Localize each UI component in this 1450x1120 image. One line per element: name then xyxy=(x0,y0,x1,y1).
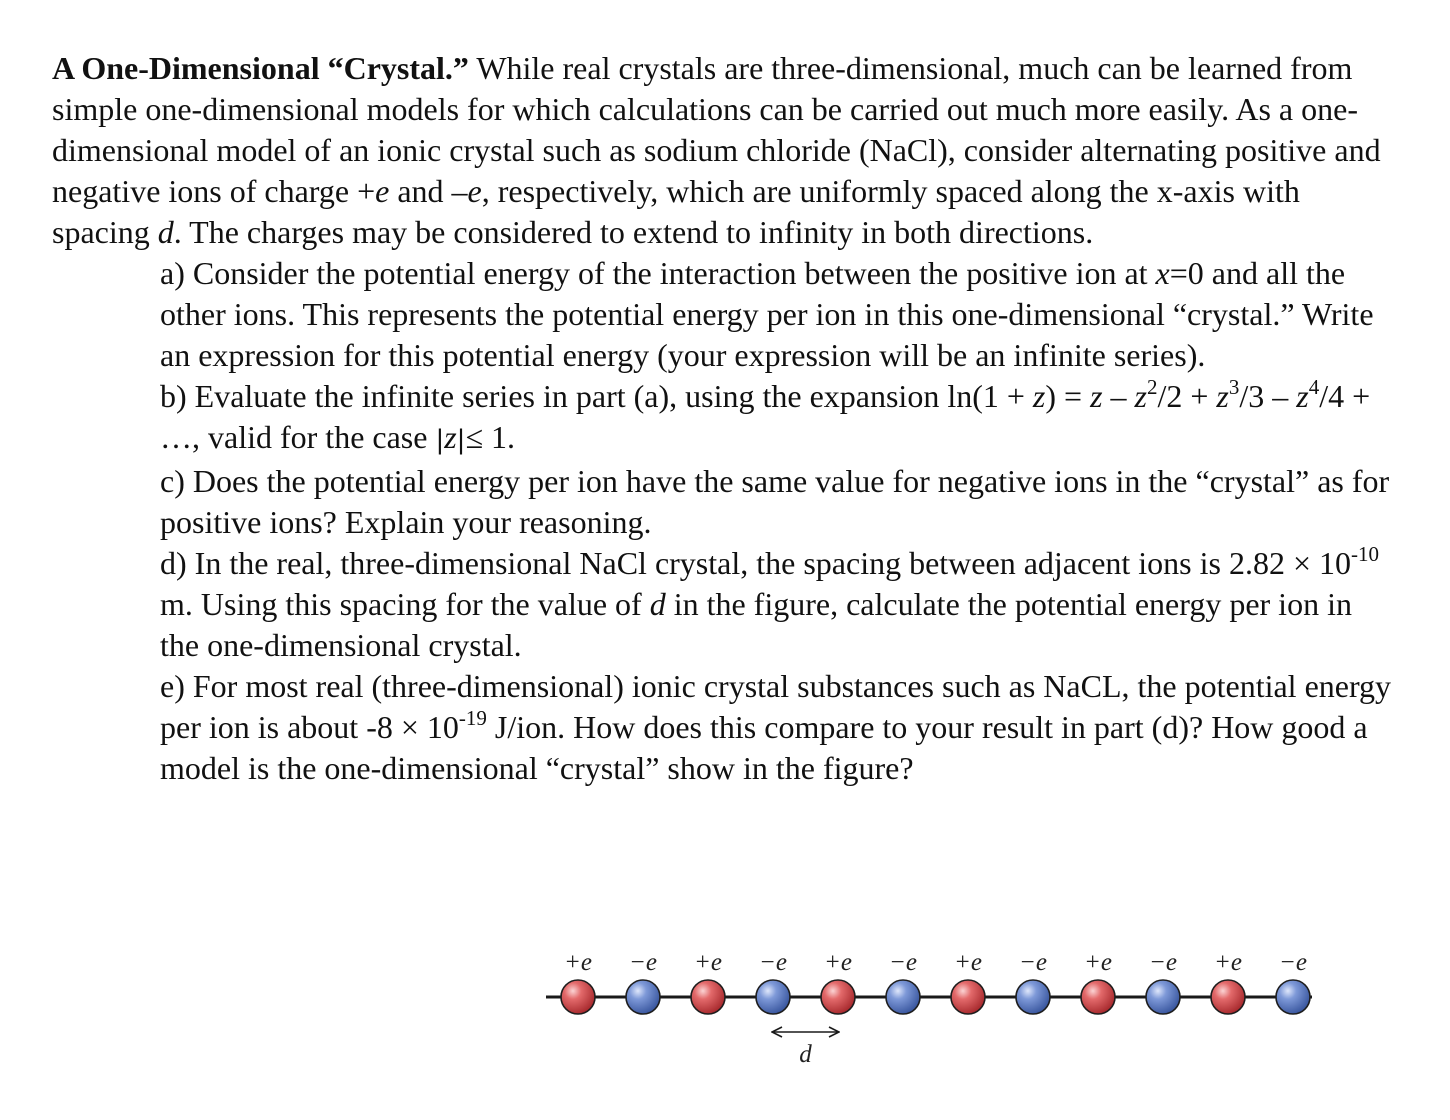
part-e: e) For most real (three-dimensional) ionic crystal substances such as NaCL, the potential energy per ion is about $-8 \times 10^{-19}$ J/ion. How does this compare to your result in part (d)? How good a model is the one-dimensional “crystal” show in the figure? xyxy=(160,668,1392,786)
ion-charge-label: −e xyxy=(1279,949,1307,976)
ion-charge-label: +e xyxy=(694,949,722,976)
positive-ion xyxy=(691,980,725,1014)
intro-text: . The charges may be considered to extend to infinity in both directions. xyxy=(173,214,1094,250)
negative-ion xyxy=(886,980,920,1014)
ion-charge-label: −e xyxy=(1149,949,1177,976)
part-d: d) In the real, three-dimensional NaCl crystal, the spacing between adjacent ions is $2.82 \times 10^{-10}$ m. Using this spacing for the value of d in the figure, calculate the potential energy per ion in the one-dimensional crystal. xyxy=(160,542,1380,663)
positive-ion xyxy=(951,980,985,1014)
ion-chain-diagram xyxy=(540,940,1320,1080)
negative-ion xyxy=(1016,980,1050,1014)
negative-ion xyxy=(1146,980,1180,1014)
intro-text: d xyxy=(157,214,174,250)
intro-text: , respectively, which are uniformly spaced along the x-axis with spacing xyxy=(52,173,1300,250)
problem-text xyxy=(52,48,1392,789)
part-c: c) Does the potential energy per ion have the same value for negative ions in the “crystal” as for positive ions? Explain your reasoning. xyxy=(160,463,1390,540)
intro-text: e xyxy=(375,173,390,209)
part-a: a) Consider the potential energy of the interaction between the positive ion at x=0 and all the other ions. This represents the potential energy per ion in this one-dimensional “crystal.” Write an expression for this potential energy (your expression will be an infinite series). xyxy=(160,255,1374,373)
intro-text: and – xyxy=(389,173,468,209)
question-parts xyxy=(160,253,1392,789)
ion-chain-figure xyxy=(540,940,1320,1080)
ion-charge-label: −e xyxy=(629,949,657,976)
negative-ion xyxy=(756,980,790,1014)
positive-ion xyxy=(821,980,855,1014)
problem-title: A One-Dimensional “Crystal.” xyxy=(52,50,469,86)
ion-charge-label: +e xyxy=(1084,949,1112,976)
ion-charge-label: +e xyxy=(824,949,852,976)
intro-text: While real crystals are three-dimensional, much can be learned from simple one-dimensional models for which calculations can be carried out much more easily. As a one-dimensional model of an ionic crystal such as sodium chloride (NaCl), consider alternating positive and negative ions of charge + xyxy=(52,50,1381,209)
positive-ion xyxy=(1211,980,1245,1014)
ion-charge-label: −e xyxy=(889,949,917,976)
ion-charge-label: +e xyxy=(954,949,982,976)
ion-charge-label: −e xyxy=(759,949,787,976)
positive-ion xyxy=(1081,980,1115,1014)
positive-ion xyxy=(561,980,595,1014)
intro-text: e xyxy=(467,173,482,209)
ion-charge-label: +e xyxy=(564,949,592,976)
negative-ion xyxy=(626,980,660,1014)
ion-charge-label: −e xyxy=(1019,949,1047,976)
ion-charge-label: +e xyxy=(1214,949,1242,976)
part-b: b) Evaluate the infinite series in part (a), using the expansion $\ln(1 + z) = z - z^2/2 + z^3/3 - z^4/4$ + …, valid for the case |z|≤ 1. xyxy=(160,375,1371,455)
spacing-label: d xyxy=(799,1041,812,1068)
intro-paragraph xyxy=(52,48,1392,253)
negative-ion xyxy=(1276,980,1310,1014)
